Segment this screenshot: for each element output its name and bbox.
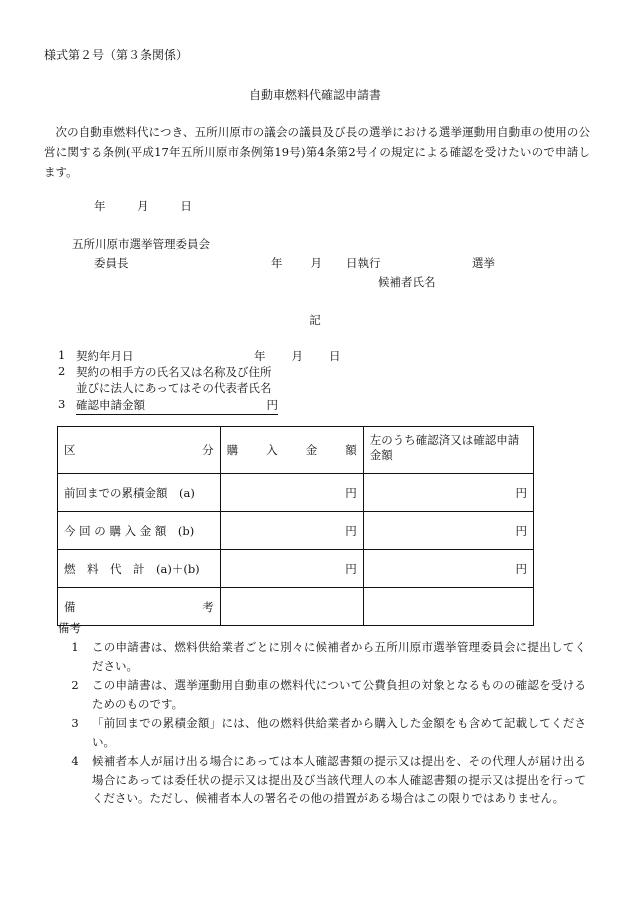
header-purchase-amount: 購 入 金 額 xyxy=(220,427,363,474)
amount-table xyxy=(57,426,534,626)
contract-date xyxy=(254,348,341,364)
item-2-number: 2 xyxy=(58,364,66,378)
remarks-cell[interactable] xyxy=(220,588,363,626)
election-label: 選挙 xyxy=(472,256,495,270)
exec-day: 日執行 xyxy=(346,256,381,270)
item-1-number: 1 xyxy=(58,348,66,362)
row-label: 燃 料 代 計 (a)＋(b) xyxy=(58,550,221,588)
election-date xyxy=(271,255,381,271)
list-item: 2 この申請書は、選挙運動用自動車の燃料代について公費負担の対象となるものの確認を受けるためのものです。 xyxy=(71,678,586,711)
remarks-label: 備 考 xyxy=(58,588,221,626)
committee-name: 五所川原市選挙管理委員会 xyxy=(72,237,210,251)
chairman-label: 委員長 xyxy=(94,256,129,270)
counterparty-label: 契約の相手方の氏名又は名称及び住所 xyxy=(76,365,272,379)
contract-day: 日 xyxy=(329,349,341,363)
date-year: 年 xyxy=(94,199,106,213)
purchase-amount-cell[interactable]: 円 xyxy=(220,550,363,588)
intro-text: 次の自動車燃料代につき、五所川原市の議会の議員及び長の選挙における選挙運動用自動車の使用の公営に関する条例(平成17年五所川原市条例第19号)第4条第2号イの規定による確認を受けたいので申請します。 xyxy=(44,125,590,179)
header-confirmed-amount: 左のうち確認済又は確認申請金額 xyxy=(363,427,533,474)
table-header-row xyxy=(58,427,534,474)
list-item: 3 「前回までの累積金額」には、他の燃料供給業者から購入した金額をも含めて記載してください。 xyxy=(71,716,586,749)
requested-amount-label: 確認申請金額 xyxy=(76,398,145,412)
confirmed-amount-cell[interactable]: 円 xyxy=(363,512,533,550)
confirmed-amount-cell[interactable]: 円 xyxy=(363,550,533,588)
document-title: 自動車燃料代確認申請書 xyxy=(248,88,381,102)
purchase-amount-cell[interactable]: 円 xyxy=(220,512,363,550)
remarks-cell-2[interactable] xyxy=(363,588,533,626)
list-item: 4 候補者本人が届け出る場合にあっては本人確認書類の提示又は提出を、その代理人が届け出る場合にあっては委任状の提示又は提出及び当該代理人の本人確認書類の提示又は提出を行ってください。ただし、候補者本人の署名その他の措置がある場合はこの限りではありません。 xyxy=(71,754,586,805)
application-date xyxy=(94,198,192,214)
candidate-name-label: 候補者氏名 xyxy=(378,275,436,289)
exec-month: 月 xyxy=(310,256,322,270)
counterparty-label-2: 並びに法人にあってはその代表者氏名 xyxy=(76,381,272,395)
list-item: 1 この申請書は、燃料供給業者ごとに別々に候補者から五所川原市選挙管理委員会に提出してください。 xyxy=(71,640,586,673)
notes-list xyxy=(58,638,586,809)
notes-title: 備考 xyxy=(58,621,81,635)
requested-amount-yen: 円 xyxy=(266,398,278,412)
requested-amount-line xyxy=(76,397,278,415)
intro-paragraph xyxy=(44,122,590,182)
row-label: 前回までの累積金額 (a) xyxy=(58,474,221,512)
header-category: 区 分 xyxy=(58,427,221,474)
ki-heading: 記 xyxy=(309,313,321,327)
exec-year: 年 xyxy=(271,256,283,270)
date-month: 月 xyxy=(137,199,149,213)
table-row xyxy=(58,474,534,512)
purchase-amount-cell[interactable]: 円 xyxy=(220,474,363,512)
confirmed-amount-cell[interactable]: 円 xyxy=(363,474,533,512)
item-3-number: 3 xyxy=(58,397,66,411)
table-row xyxy=(58,512,534,550)
contract-month: 月 xyxy=(291,349,303,363)
contract-year: 年 xyxy=(254,349,266,363)
table-row xyxy=(58,550,534,588)
date-day: 日 xyxy=(180,199,192,213)
remarks-row xyxy=(58,588,534,626)
row-label: 今 回 の 購 入 金 額 (b) xyxy=(58,512,221,550)
contract-date-label: 契約年月日 xyxy=(76,349,134,363)
form-number: 様式第２号（第３条関係） xyxy=(44,48,189,62)
